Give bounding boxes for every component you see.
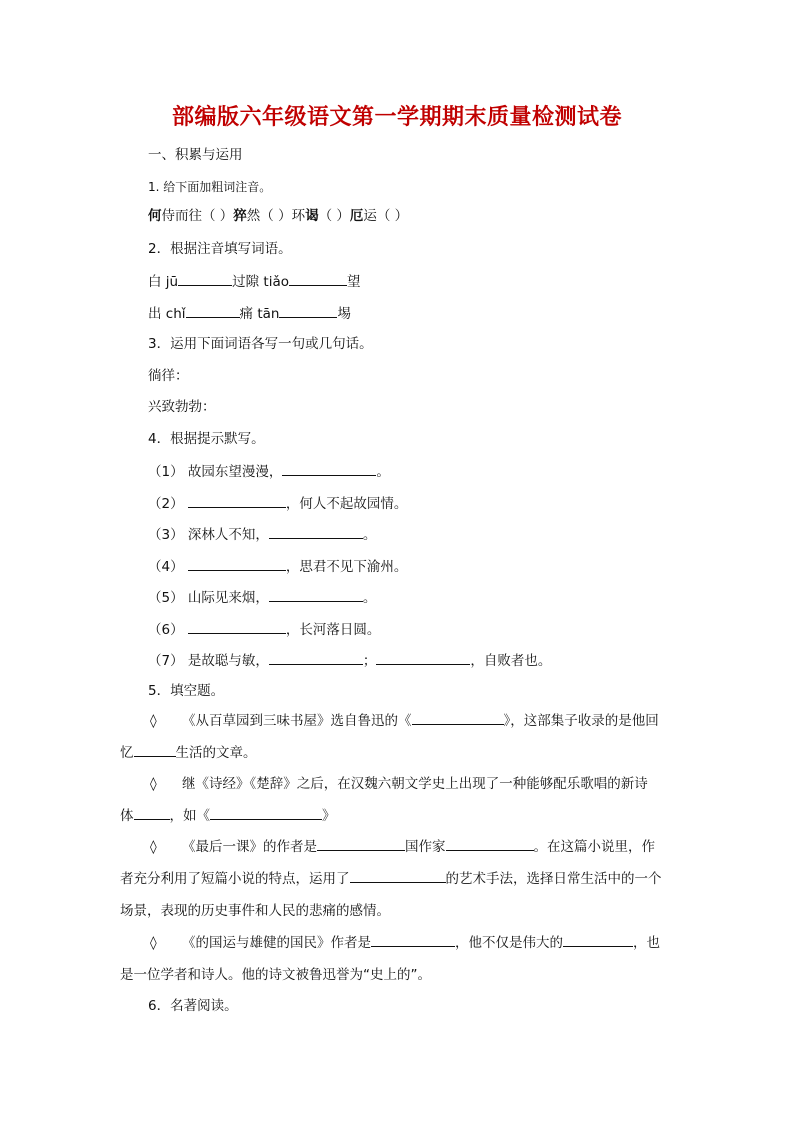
- answer-blank[interactable]: [371, 932, 455, 947]
- bullet-icon: ◊: [150, 713, 157, 729]
- question-6-prompt: 6．名著阅读。: [148, 998, 238, 1014]
- question-2-prompt: 2．根据注音填写词语。: [148, 241, 292, 257]
- question-4-prompt: 4．根据提示默写。: [148, 431, 265, 447]
- question-2-row-2: 出 chǐ 痛 tān 埸: [148, 303, 351, 323]
- question-5-prompt: 5．填空题。: [148, 683, 225, 699]
- question-3-word-1: 徜徉：: [148, 368, 189, 384]
- word-3: 环谒（ ）: [291, 208, 350, 224]
- answer-blank[interactable]: [134, 805, 170, 820]
- bullet-icon: ◊: [150, 839, 157, 855]
- page-title: 部编版六年级语文第一学期期末质量检测试卷: [171, 104, 622, 130]
- bullet-icon: ◊: [150, 776, 157, 792]
- answer-blank[interactable]: [563, 932, 633, 947]
- question-3-word-2: 兴致勃勃：: [148, 399, 216, 415]
- answer-blank[interactable]: [188, 619, 286, 634]
- fill-item-1: ◊ 《从百草园到三味书屋》选自鲁迅的《 》，这部集子收录的是他回 忆 生活的文章。: [120, 705, 676, 769]
- answer-blank[interactable]: [269, 587, 363, 602]
- answer-blank[interactable]: [269, 524, 363, 539]
- section-heading: 一、积累与运用: [148, 147, 243, 163]
- word-1: 何侍而往（ ）: [148, 208, 234, 224]
- answer-blank[interactable]: [134, 742, 176, 757]
- answer-blank[interactable]: [289, 271, 347, 286]
- recite-item-6: （6） ，长河落日圆。: [148, 619, 380, 639]
- answer-blank[interactable]: [279, 303, 337, 318]
- answer-blank[interactable]: [350, 868, 446, 883]
- fill-item-3: ◊ 《最后一课》的作者是 国作家 。在这篇小说里，作 者充分利用了短篇小说的特点，运用了 的艺术手法，选择日常生活中的一个 场景，表现的历史事件和人民的悲痛的感情。: [120, 831, 676, 927]
- bullet-icon: ◊: [150, 935, 157, 951]
- word-2: 猝然（ ）: [233, 208, 292, 224]
- answer-blank[interactable]: [376, 650, 470, 665]
- fill-item-2: ◊ 继《诗经》《楚辞》之后，在汉魏六朝文学史上出现了一种能够配乐歌唱的新诗 体 ，如《 》: [120, 768, 676, 832]
- question-3-prompt: 3．运用下面词语各写一句或几句话。: [148, 336, 373, 352]
- answer-blank[interactable]: [188, 493, 286, 508]
- answer-blank[interactable]: [269, 650, 363, 665]
- recite-item-5: （5） 山际见来烟， 。: [148, 587, 376, 607]
- answer-blank[interactable]: [412, 710, 504, 725]
- question-1-prompt: 1. 给下面加粗词注音。: [148, 180, 272, 194]
- answer-blank[interactable]: [317, 836, 405, 851]
- recite-item-7: （7） 是故聪与敏， ； ，自败者也。: [148, 650, 551, 670]
- question-1-words: [148, 207, 408, 225]
- fill-item-4: ◊ 《的国运与雄健的国民》作者是 ，他不仅是伟大的 ，也 是一位学者和诗人。他的诗文被鲁迅誉为“史上的”。: [120, 927, 676, 991]
- recite-item-1: （1） 故园东望漫漫， 。: [148, 461, 390, 481]
- word-4: 厄运（ ）: [349, 208, 409, 224]
- recite-item-2: （2） ，何人不起故园情。: [148, 493, 407, 513]
- answer-blank[interactable]: [210, 805, 322, 820]
- answer-blank[interactable]: [446, 836, 534, 851]
- answer-blank[interactable]: [178, 271, 232, 286]
- recite-item-3: （3） 深林人不知， 。: [148, 524, 376, 544]
- recite-item-4: （4） ，思君不见下渝州。: [148, 556, 407, 576]
- answer-blank[interactable]: [282, 461, 376, 476]
- answer-blank[interactable]: [186, 303, 240, 318]
- question-2-row-1: 白 jū 过隙 tiǎo 望: [148, 271, 360, 291]
- answer-blank[interactable]: [188, 556, 286, 571]
